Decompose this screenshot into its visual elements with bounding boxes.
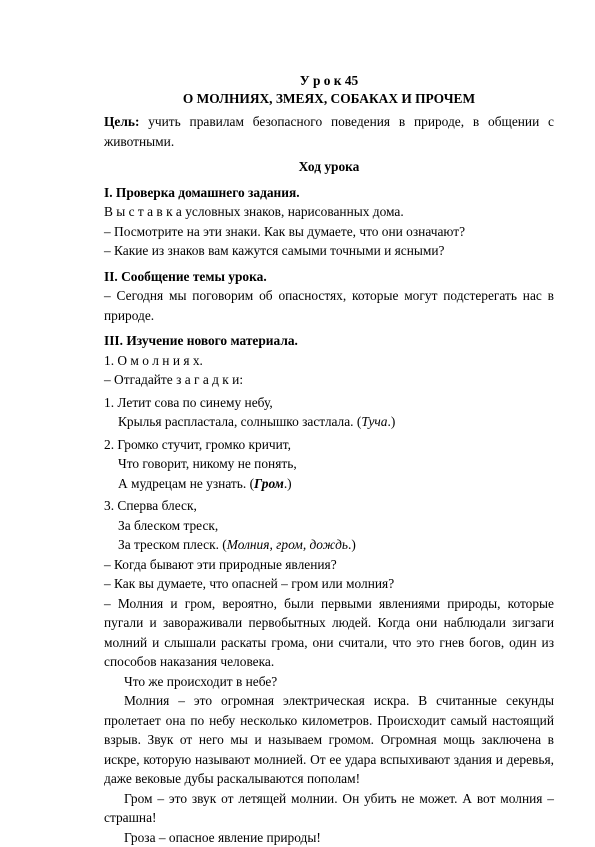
riddle-2-text: А мудрецам не узнать. (	[118, 476, 254, 491]
riddles-prefix: – Отгадайте	[104, 372, 176, 387]
lesson-number: У р о к 45	[104, 72, 554, 90]
riddle-1-text: Крылья распластала, солнышко застлала. (	[118, 414, 361, 429]
paragraph-1: – Молния и гром, вероятно, были первыми явлениями природы, которые пугали и завораживали первобытных людей. Когда они наблюдали зигзаги молний и слышали раскаты грома, они считали, что это гнев богов, один из способов наказания человека.	[104, 594, 554, 672]
section1-line2: – Посмотрите на эти знаки. Как вы думаете, что они означают?	[104, 222, 554, 242]
riddle-1	[104, 393, 554, 432]
riddles-intro	[104, 370, 554, 390]
exhibition-word: В ы с т а в к а	[104, 204, 182, 219]
riddle-3-close: .)	[348, 537, 356, 552]
section1-line3: – Какие из знаков вам кажутся самыми точными и ясными?	[104, 241, 554, 261]
paragraph-2: Что же происходит в небе?	[104, 672, 554, 692]
question-1: – Когда бывают эти природные явления?	[104, 555, 554, 575]
section2-text: – Сегодня мы поговорим об опасностях, которые могут подстерегать нас в природе.	[104, 286, 554, 325]
riddles-word: з а г а д к и	[176, 372, 239, 387]
riddle-3-line1: 3. Сперва блеск,	[104, 496, 554, 516]
question-2: – Как вы думаете, что опасней – гром или молния?	[104, 574, 554, 594]
paragraph-4: Гром – это звук от летящей молнии. Он убить не может. А вот молния – страшна!	[104, 789, 554, 828]
section1-line1-rest: условных знаков, нарисованных дома.	[182, 204, 404, 219]
section2-heading: II. Сообщение темы урока.	[104, 267, 554, 287]
riddle-1-close: .)	[388, 414, 396, 429]
subsection-lightning	[104, 351, 554, 371]
riddles-suffix: :	[239, 372, 243, 387]
goal-label: Цель:	[104, 114, 139, 129]
course-heading: Ход урока	[104, 157, 554, 177]
sub1-title: О м о л н и я х	[117, 353, 199, 368]
paragraph-3: Молния – это огромная электрическая искра. В считанные секунды пролетает она по небу несколько километров. Происходит самый настоящий взрыв. Звук от него мы и называем громом. Огромная мощь заключена в искре, которую называют молнией. От ее удара вспыхивают здания и деревья, даже вековые дубы раскалываются пополам!	[104, 691, 554, 789]
riddle-1-line1: 1. Летит сова по синему небу,	[104, 393, 554, 413]
paragraph-5: Гроза – опасное явление природы!	[104, 828, 554, 847]
sub1-suffix: .	[200, 353, 203, 368]
riddle-1-answer: Туча	[361, 414, 387, 429]
sub1-prefix: 1.	[104, 353, 117, 368]
riddle-2-line2: Что говорит, никому не понять,	[104, 454, 554, 474]
riddle-1-line2	[104, 412, 554, 432]
section3-heading: III. Изучение нового материала.	[104, 331, 554, 351]
riddle-2-line3	[104, 474, 554, 494]
riddle-3-text: За треском плеск. (	[118, 537, 227, 552]
section1-line1	[104, 202, 554, 222]
lesson-title: О МОЛНИЯХ, ЗМЕЯХ, СОБАКАХ И ПРОЧЕМ	[104, 90, 554, 108]
riddle-3-line3	[104, 535, 554, 555]
goal-text: учить правилам безопасного поведения в природе, в общении с животными.	[104, 114, 554, 149]
riddle-2-close: .)	[284, 476, 292, 491]
riddle-3	[104, 496, 554, 555]
riddle-3-answer: Молния, гром, дождь	[227, 537, 348, 552]
lesson-goal	[104, 112, 554, 151]
riddle-2-answer: Гром	[254, 476, 284, 491]
riddle-2-line1: 2. Громко стучит, громко кричит,	[104, 435, 554, 455]
riddle-2	[104, 435, 554, 494]
riddle-3-line2: За блеском треск,	[104, 516, 554, 536]
section1-heading: I. Проверка домашнего задания.	[104, 183, 554, 203]
